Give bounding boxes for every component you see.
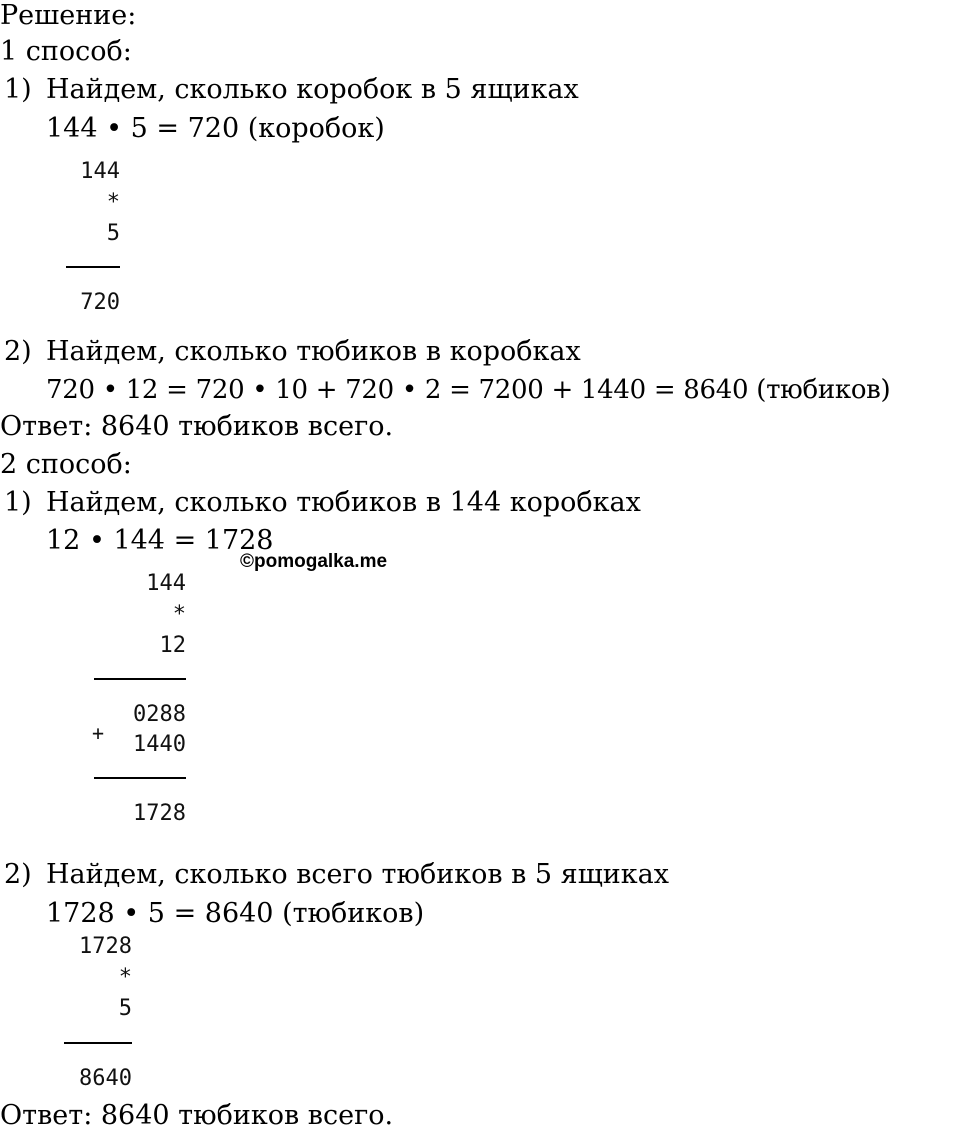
method1-step2-number: 2) [4, 336, 32, 367]
column-operand-a: 144 [80, 159, 120, 184]
column-partial-product-2: 1440 [133, 732, 186, 757]
method1-step2-equation: 720 • 12 = 720 • 10 + 720 • 2 = 7200 + 1440 = 8640 (тюбиков) [46, 375, 891, 405]
method1-step1-text: Найдем, сколько коробок в 5 ящиках [46, 74, 579, 105]
column-operand-a: 1728 [79, 934, 132, 959]
column-operand-b: 12 [159, 633, 186, 658]
method2-step1-number: 1) [4, 487, 32, 518]
column-result-line [66, 266, 120, 268]
method1-step1-equation: 144 • 5 = 720 (коробок) [46, 113, 385, 144]
column-result: 720 [80, 290, 120, 315]
method1-step2-text: Найдем, сколько тюбиков в коробках [46, 336, 581, 367]
column-operand-a: 144 [146, 571, 186, 596]
method1-answer: Ответ: 8640 тюбиков всего. [0, 411, 394, 442]
method2-label: 2 способ: [0, 449, 132, 480]
method2-answer: Ответ: 8640 тюбиков всего. [0, 1100, 394, 1131]
column-operand-b: 5 [118, 996, 132, 1021]
method2-step2-number: 2) [4, 859, 32, 890]
column-operator: * [118, 965, 132, 990]
column-operator: * [106, 190, 120, 215]
method1-label: 1 способ: [0, 36, 132, 67]
column-result: 8640 [79, 1066, 132, 1091]
column-result: 1728 [133, 801, 186, 826]
method2-step1-equation: 12 • 144 = 1728 [46, 525, 274, 556]
column-partial-product-1: 0288 [133, 702, 186, 727]
column-operator: * [172, 602, 186, 627]
column-multiply-line [94, 678, 186, 680]
watermark: ©pomogalka.me [240, 551, 388, 572]
column-result-line [64, 1042, 132, 1044]
column-plus-sign: + [92, 721, 105, 745]
solution-heading: Решение: [0, 0, 137, 31]
method1-step1-number: 1) [4, 74, 32, 105]
method2-step2-equation: 1728 • 5 = 8640 (тюбиков) [46, 898, 425, 929]
column-operand-b: 5 [106, 221, 120, 246]
method2-step1-text: Найдем, сколько тюбиков в 144 коробках [46, 487, 641, 518]
column-sum-line [94, 777, 186, 779]
method2-step2-text: Найдем, сколько всего тюбиков в 5 ящиках [46, 859, 669, 890]
